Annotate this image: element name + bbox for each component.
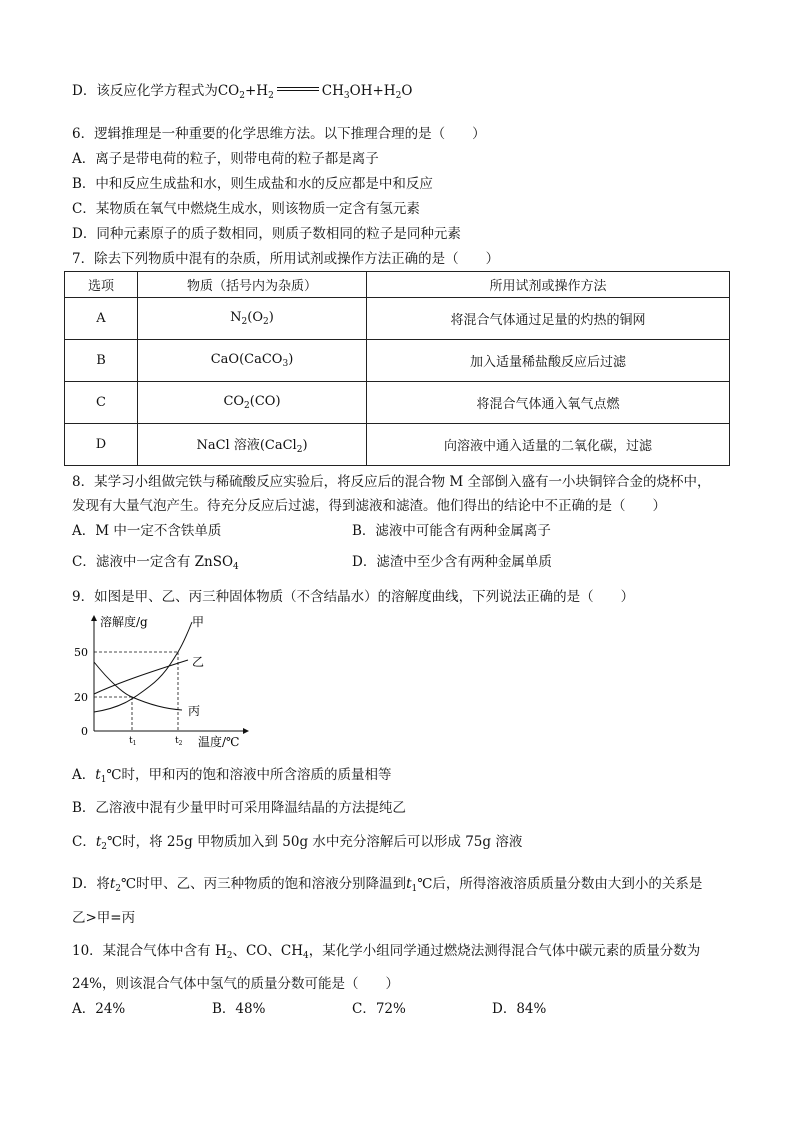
q6-option-c: C．某物质在氧气中燃烧生成水，则该物质一定含有氢元素 bbox=[72, 201, 420, 217]
table-row bbox=[65, 340, 730, 382]
method-cell: 加入适量稀盐酸反应后过滤 bbox=[367, 340, 730, 382]
curve-yi bbox=[94, 660, 188, 694]
option-cell: A bbox=[65, 298, 138, 340]
q8-option-c: C．滤液中一定含有 ZnSO$_4$ bbox=[72, 554, 239, 572]
q9-option-b: B．乙溶液中混有少量甲时可采用降温结晶的方法提纯乙 bbox=[72, 800, 406, 816]
option-cell: B bbox=[65, 340, 138, 382]
curve-jia bbox=[94, 622, 192, 712]
q8-option-b: B．滤液中可能含有两种金属离子 bbox=[352, 523, 551, 539]
eq-oh: OH bbox=[349, 83, 373, 99]
solubility-graph bbox=[70, 612, 260, 752]
curve-bing bbox=[94, 662, 182, 710]
q10-stem-line1: 10．某混合气体中含有 $H_2$、CO、$CH_4$，某化学小组同学通过燃烧法测得混合气体中碳元素的质量分数为 bbox=[72, 943, 701, 961]
eq-h2: H bbox=[256, 83, 269, 99]
q9-option-a: A．$t_1℃$时，甲和丙的饱和溶液中所含溶质的质量相等 bbox=[72, 767, 392, 785]
curve-label-yi: 乙 bbox=[192, 655, 205, 669]
q8-stem-line2: 发现有大量气泡产生。待充分反应后过滤，得到滤液和滤渣。他们得出的结论中不正确的是（ ） bbox=[72, 498, 666, 514]
col-header: 选项 bbox=[65, 272, 138, 298]
table-row bbox=[65, 298, 730, 340]
eq-plus: + bbox=[244, 83, 257, 99]
method-cell: 将混合气体通过足量的灼热的铜网 bbox=[367, 298, 730, 340]
eq-h2o: H bbox=[383, 83, 396, 99]
eq-sub: 3 bbox=[343, 91, 350, 101]
eq-sub: 2 bbox=[239, 91, 245, 101]
col-header: 所用试剂或操作方法 bbox=[367, 272, 730, 298]
q5-option-d bbox=[72, 82, 412, 105]
method-cell: 向溶液中通入适量的二氧化碳，过滤 bbox=[367, 424, 730, 466]
xlabel: 温度/℃ bbox=[198, 735, 240, 749]
q6-option-b: B．中和反应生成盐和水，则生成盐和水的反应都是中和反应 bbox=[72, 176, 433, 192]
q8-option-a: A．M 中一定不含铁单质 bbox=[72, 523, 222, 539]
q6-stem: 6．逻辑推理是一种重要的化学思维方法。以下推理合理的是（ ） bbox=[72, 126, 486, 142]
substance-cell: $N_2(O_2)$ bbox=[138, 298, 367, 340]
q10-stem-line2: 24%，则该混合气体中氢气的质量分数可能是（ ） bbox=[72, 976, 400, 992]
substance-cell: NaCl 溶液(CaCl$_2$) bbox=[138, 424, 367, 466]
substance-cell: CaO(CaCO$_3$) bbox=[138, 340, 367, 382]
q9-option-d: D．将$t_2℃$时甲、乙、丙三种物质的饱和溶液分别降温到$t_1℃$后，所得溶液溶质质量分数由大到小的关系是 bbox=[72, 876, 703, 894]
eq-sub: 2 bbox=[395, 91, 402, 101]
method-cell: 将混合气体通入氧气点燃 bbox=[367, 382, 730, 424]
table-header-row bbox=[65, 272, 730, 298]
equals-sign bbox=[277, 87, 319, 91]
q6-option-a: A．离子是带电荷的粒子，则带电荷的粒子都是离子 bbox=[72, 151, 379, 167]
q8-stem-line1: 8．某学习小组做完铁与稀硫酸反应实验后，将反应后的混合物 M 全部倒入盛有一小块铜锌合金的烧杯中， bbox=[72, 474, 711, 490]
q7-stem: 7．除去下列物质中混有的杂质，所用试剂或操作方法正确的是（ ） bbox=[72, 251, 500, 267]
table-row bbox=[65, 382, 730, 424]
substance-cell: $CO_2(CO)$ bbox=[138, 382, 367, 424]
q9-option-d-line2: 乙>甲=丙 bbox=[72, 910, 136, 926]
table-row bbox=[65, 424, 730, 466]
q9-option-c: C．$t_2℃$时，将 25g 甲物质加入到 50g 水中充分溶解后可以形成 75g 溶液 bbox=[72, 834, 523, 852]
eq-ch3oh: CH bbox=[321, 83, 344, 99]
eq-o: O bbox=[401, 83, 413, 99]
x-tick-t1: $t_1$ bbox=[129, 736, 137, 747]
q10-option-a: A．24% bbox=[72, 1001, 126, 1017]
curve-label-jia: 甲 bbox=[192, 615, 205, 629]
option-cell: D bbox=[65, 424, 138, 466]
y-tick-50: 50 bbox=[74, 646, 88, 659]
q8-option-d: D．滤渣中至少含有两种金属单质 bbox=[352, 554, 552, 570]
q5-d-label: D．该反应化学方程式为 bbox=[72, 83, 218, 99]
q10-option-b: B．48% bbox=[212, 1001, 266, 1017]
option-cell: C bbox=[65, 382, 138, 424]
q6-option-d: D．同种元素原子的质子数相同，则质子数相同的粒子是同种元素 bbox=[72, 226, 461, 242]
x-tick-t2: $t_2$ bbox=[175, 736, 183, 747]
eq-co2: CO bbox=[217, 83, 240, 99]
q7-table bbox=[64, 271, 730, 466]
y-tick-20: 20 bbox=[74, 691, 88, 704]
eq-plus: + bbox=[372, 83, 384, 99]
col-header: 物质（括号内为杂质） bbox=[138, 272, 367, 298]
q10-option-c: C．72% bbox=[352, 1001, 406, 1017]
y-tick-0: 0 bbox=[81, 725, 88, 738]
equation bbox=[218, 83, 413, 99]
eq-sub: 2 bbox=[268, 91, 274, 101]
q9-stem: 9．如图是甲、乙、丙三种固体物质（不含结晶水）的溶解度曲线，下列说法正确的是（ ） bbox=[72, 589, 635, 605]
q10-option-d: D．84% bbox=[492, 1001, 547, 1017]
curve-label-bing: 丙 bbox=[188, 704, 201, 718]
ylabel: 溶解度/g bbox=[100, 615, 148, 629]
